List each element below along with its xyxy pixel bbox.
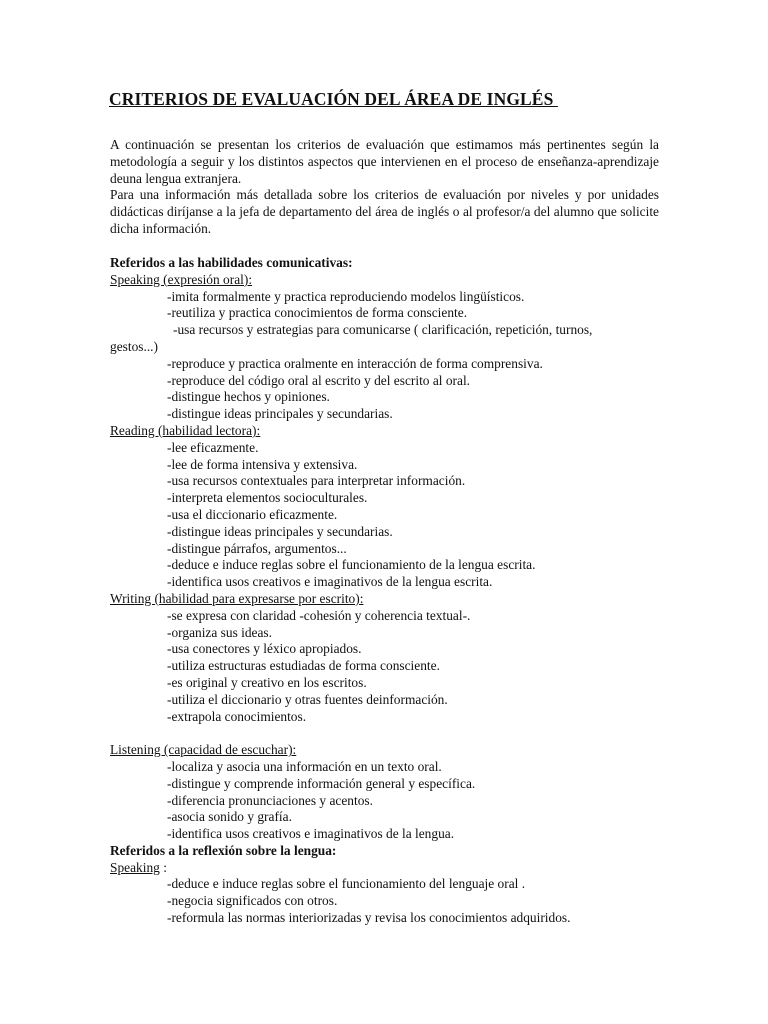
list-item: -negocia significados con otros. [167, 893, 338, 909]
list-item: -utiliza estructuras estudiadas de forma consciente. [167, 658, 440, 674]
speaking-label-2 [110, 860, 670, 877]
list-item-continuation: gestos...) [110, 338, 158, 354]
list-item: -reutiliza y practica conocimientos de forma consciente. [167, 305, 468, 321]
list-item: -usa recursos y estrategias para comunicarse ( clarificación, repetición, turnos, [173, 322, 593, 338]
list-item: -distingue y comprende información general y específica. [167, 775, 476, 791]
list-item: -imita formalmente y practica reproduciendo modelos lingüísticos. [167, 288, 525, 304]
list-item: -asocia sonido y grafía. [167, 809, 292, 825]
list-item: -identifica usos creativos e imaginativos de la lengua escrita. [167, 574, 493, 590]
list-item: -deduce e induce reglas sobre el funcionamiento de la lengua escrita. [167, 557, 536, 573]
listening-label: Listening (capacidad de escuchar): [110, 742, 297, 758]
blank-line [110, 725, 670, 742]
list-item: -reformula las normas interiorizadas y revisa los conocimientos adquiridos. [167, 910, 571, 926]
list-item: -distingue hechos y opiniones. [167, 389, 330, 405]
document-title: CRITERIOS DE EVALUACIÓN DEL ÁREA DE INGLÉS [109, 89, 558, 109]
criteria-body [110, 255, 670, 927]
speaking-label-suffix: : [159, 859, 167, 875]
list-item: -reproduce y practica oralmente en interacción de forma comprensiva. [167, 355, 543, 371]
list-item: -distingue párrafos, argumentos... [167, 540, 347, 556]
list-item: -lee de forma intensiva y extensiva. [167, 456, 358, 472]
list-item: -localiza y asocia una información en un texto oral. [167, 758, 442, 774]
list-item: -es original y creativo en los escritos. [167, 674, 367, 690]
speaking-label-text: Speaking [110, 859, 160, 875]
list-item: -distingue ideas principales y secundarias. [167, 523, 393, 539]
list-item: -interpreta elementos socioculturales. [167, 490, 368, 506]
list-item: -lee eficazmente. [167, 439, 259, 455]
section-heading-reflection: Referidos a la reflexión sobre la lengua: [110, 842, 337, 858]
intro-text [110, 137, 659, 238]
list-item: -identifica usos creativos e imaginativos de la lengua. [167, 826, 455, 842]
list-item: -usa el diccionario eficazmente. [167, 506, 338, 522]
writing-label: Writing (habilidad para expresarse por escrito): [110, 590, 364, 606]
list-item: -reproduce del código oral al escrito y del escrito al oral. [167, 372, 471, 388]
intro-paragraph: Para una información más detallada sobre los criterios de evaluación por niveles y por unidades didácticas diríjanse a la jefa de departamento del área de inglés o al profesor/a del alumno que solicite dicha información. [110, 187, 659, 236]
speaking-label: Speaking (expresión oral): [110, 271, 253, 287]
list-item: -extrapola conocimientos. [167, 708, 307, 724]
list-item: -deduce e induce reglas sobre el funcionamiento del lenguaje oral . [167, 876, 526, 892]
list-item: -usa recursos contextuales para interpretar información. [167, 473, 466, 489]
list-item: -diferencia pronunciaciones y acentos. [167, 792, 373, 808]
reading-label: Reading (habilidad lectora): [110, 422, 261, 438]
list-item: -se expresa con claridad -cohesión y coherencia textual-. [167, 607, 471, 623]
section-heading-communicative: Referidos a las habilidades comunicativas: [110, 255, 353, 270]
list-item: -organiza sus ideas. [167, 624, 272, 640]
intro-paragraph: A continuación se presentan los criterios de evaluación que estimamos más pertinentes según la metodología a seguir y los distintos aspectos que intervienen en el proceso de enseñanza-aprendizaje deuna lengua extranjera. [110, 137, 659, 186]
list-item: -distingue ideas principales y secundarias. [167, 406, 393, 422]
list-item: -utiliza el diccionario y otras fuentes deinformación. [167, 691, 448, 707]
list-item: -usa conectores y léxico apropiados. [167, 641, 362, 657]
